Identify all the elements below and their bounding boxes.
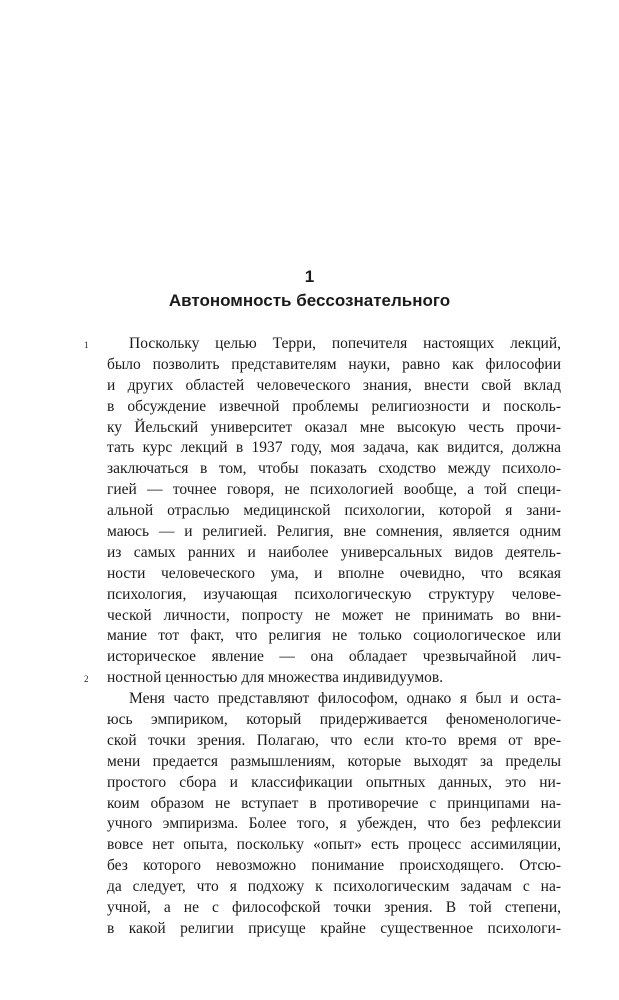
paragraph-marker-2: 2 xyxy=(84,674,89,684)
text-line: учного эмпиризма. Более того, я убежден, что без рефлексии xyxy=(107,815,561,833)
paragraph-2 xyxy=(107,689,561,940)
paragraph-1 xyxy=(107,334,561,689)
text-line: ку Йельский университет оказал мне высокую честь прочи- xyxy=(107,418,561,436)
text-line: было позволить представителям науки, равно как философии xyxy=(107,355,561,373)
text-line: альной отраслью медицинской психологии, которой я зани- xyxy=(107,502,561,520)
text-line: тать курс лекций в 1937 году, моя задача, как видится, должна xyxy=(107,439,561,457)
text-line: в обсуждение извечной проблемы религиозности и посколь- xyxy=(107,397,561,415)
chapter-title: Автономность бессознательного xyxy=(168,291,451,310)
text-line: психология, изучающая психологическую структуру челове- xyxy=(107,585,561,603)
text-line: маюсь — и религией. Религия, вне сомнения, является одним xyxy=(107,523,561,541)
text-line: ностной ценностью для множества индивидуумов. xyxy=(107,669,444,687)
text-line: гией — точнее говоря, не психологией вообще, а той специ- xyxy=(107,481,561,499)
text-line: и других областей человеческого знания, внести свой вклад xyxy=(107,376,561,394)
text-line: в какой религии присуще крайне существенное психологи- xyxy=(107,919,561,937)
text-line: ской точки зрения. Полагаю, что если кто-то время от вре- xyxy=(107,731,561,749)
text-line: историческое явление — она обладает чрезвычайной лич- xyxy=(107,648,561,666)
text-line: простого сбора и классификации опытных данных, это ни- xyxy=(107,773,561,791)
text-line: юсь эмпириком, который придерживается феноменологиче- xyxy=(107,711,561,729)
text-line: ческой личности, попросту не может не принимать во вни- xyxy=(107,606,561,624)
text-line: коим образом не вступает в противоречие с принципами на- xyxy=(107,794,561,812)
text-line: без которого невозможно понимание происходящего. Отсю- xyxy=(107,857,561,875)
text-line: вовсе нет опыта, поскольку «опыт» есть процесс ассимиляции, xyxy=(107,836,561,854)
chapter-number: 1 xyxy=(304,267,315,286)
text-line: из самых ранних и наиболее универсальных видов деятель- xyxy=(107,543,561,561)
text-line: мание тот факт, что религия не только социологическое или xyxy=(107,627,561,645)
text-line: ности человеческого ума, и вполне очевидно, что всякая xyxy=(107,564,561,582)
text-line: Поскольку целью Терри, попечителя настоящих лекций, xyxy=(129,335,561,352)
text-line: мени предается размышлениям, которые выходят за пределы xyxy=(107,752,561,770)
body-text xyxy=(107,334,561,940)
text-line: заключаться в том, чтобы показать сходство между психоло- xyxy=(107,460,561,478)
text-line: учной, а не с философской точки зрения. В той степени, xyxy=(107,899,561,917)
paragraph-marker-1: 1 xyxy=(84,340,89,350)
text-line: Меня часто представляют философом, однако я был и оста- xyxy=(129,690,561,708)
text-line: да следует, что я подхожу к психологическим задачам с на- xyxy=(107,878,561,896)
